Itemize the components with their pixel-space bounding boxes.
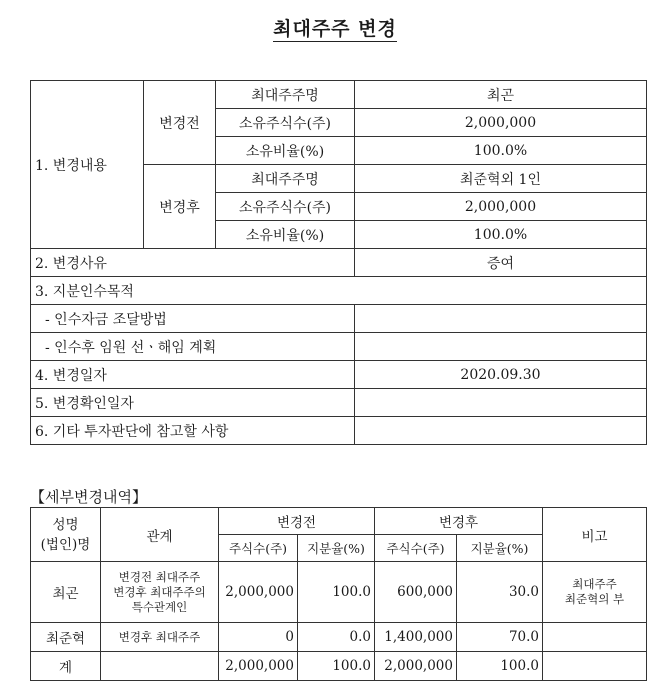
header-name-line2: (법인)명 bbox=[40, 536, 91, 553]
row-note bbox=[543, 623, 647, 652]
table-row bbox=[31, 305, 647, 333]
table-row bbox=[31, 277, 647, 305]
before-ratio-value: 100.0% bbox=[355, 137, 647, 165]
funding-label: - 인수자금 조달방법 bbox=[31, 305, 355, 333]
row-name: 최곤 bbox=[31, 562, 101, 623]
appointment-label: - 인수후 임원 선ㆍ해임 계획 bbox=[31, 333, 355, 361]
other-value bbox=[355, 417, 647, 445]
confirm-value bbox=[355, 389, 647, 417]
row-name: 최준혁 bbox=[31, 623, 101, 652]
total-after-shares: 2,000,000 bbox=[375, 652, 457, 681]
before-shares-field: 소유주식수(주) bbox=[216, 109, 355, 137]
total-before-ratio: 100.0 bbox=[298, 652, 375, 681]
header-before-ratio: 지분율(%) bbox=[298, 535, 375, 562]
after-name-field: 최대주주명 bbox=[216, 165, 355, 193]
total-note bbox=[543, 652, 647, 681]
other-label: 6. 기타 투자판단에 참고할 사항 bbox=[31, 417, 355, 445]
row-note-line2: 최준혁의 부 bbox=[564, 592, 625, 606]
row-after-shares: 1,400,000 bbox=[375, 623, 457, 652]
row-note bbox=[543, 562, 647, 623]
header-name-line1: 성명 bbox=[52, 516, 79, 533]
table-row bbox=[31, 333, 647, 361]
row-relation-line2: 변경후 최대주주의 bbox=[113, 584, 206, 599]
table-row bbox=[31, 389, 647, 417]
row-before-ratio: 0.0 bbox=[298, 623, 375, 652]
table-row bbox=[31, 417, 647, 445]
purpose-label: 3. 지분인수목적 bbox=[31, 277, 647, 305]
table-row bbox=[31, 81, 647, 109]
after-shares-value: 2,000,000 bbox=[355, 193, 647, 221]
after-ratio-field: 소유비율(%) bbox=[216, 221, 355, 249]
total-relation bbox=[101, 652, 219, 681]
table-header-row bbox=[31, 508, 647, 535]
header-note: 비고 bbox=[543, 508, 647, 562]
page-title bbox=[0, 14, 670, 41]
date-value: 2020.09.30 bbox=[355, 361, 647, 389]
before-shares-value: 2,000,000 bbox=[355, 109, 647, 137]
row-relation-line1: 변경전 최대주주 bbox=[118, 569, 201, 584]
header-after-shares: 주식수(주) bbox=[375, 535, 457, 562]
total-label: 계 bbox=[31, 652, 101, 681]
funding-value bbox=[355, 305, 647, 333]
header-relation: 관계 bbox=[101, 508, 219, 562]
row-after-ratio: 70.0 bbox=[457, 623, 543, 652]
table-total-row bbox=[31, 652, 647, 681]
row-relation: 변경후 최대주주 bbox=[101, 623, 219, 652]
row-after-shares: 600,000 bbox=[375, 562, 457, 623]
row-relation bbox=[101, 562, 219, 623]
change-content-label: 1. 변경내용 bbox=[31, 81, 144, 249]
after-label: 변경후 bbox=[144, 165, 216, 249]
reason-value: 증여 bbox=[355, 249, 647, 277]
row-before-shares: 0 bbox=[219, 623, 298, 652]
table-row bbox=[31, 249, 647, 277]
detail-section-title: 【세부변경내역】 bbox=[30, 488, 147, 506]
confirm-label: 5. 변경확인일자 bbox=[31, 389, 355, 417]
before-name-field: 최대주주명 bbox=[216, 81, 355, 109]
after-shares-field: 소유주식수(주) bbox=[216, 193, 355, 221]
header-name bbox=[31, 508, 101, 562]
reason-label: 2. 변경사유 bbox=[31, 249, 355, 277]
total-before-shares: 2,000,000 bbox=[219, 652, 298, 681]
row-before-ratio: 100.0 bbox=[298, 562, 375, 623]
before-label: 변경전 bbox=[144, 81, 216, 165]
row-before-shares: 2,000,000 bbox=[219, 562, 298, 623]
after-ratio-value: 100.0% bbox=[355, 221, 647, 249]
header-after-ratio: 지분율(%) bbox=[457, 535, 543, 562]
header-after: 변경후 bbox=[375, 508, 543, 535]
row-relation-line3: 특수관계인 bbox=[131, 599, 188, 614]
page-title-text: 최대주주 변경 bbox=[273, 18, 397, 40]
date-label: 4. 변경일자 bbox=[31, 361, 355, 389]
after-name-value: 최준혁외 1인 bbox=[355, 165, 647, 193]
table-row bbox=[31, 361, 647, 389]
header-before-shares: 주식수(주) bbox=[219, 535, 298, 562]
table-row bbox=[31, 562, 647, 623]
total-after-ratio: 100.0 bbox=[457, 652, 543, 681]
detail-table bbox=[30, 507, 647, 681]
row-note-line1: 최대주주 bbox=[572, 577, 617, 591]
appointment-value bbox=[355, 333, 647, 361]
summary-table bbox=[30, 80, 647, 445]
before-name-value: 최곤 bbox=[355, 81, 647, 109]
row-after-ratio: 30.0 bbox=[457, 562, 543, 623]
header-before: 변경전 bbox=[219, 508, 375, 535]
before-ratio-field: 소유비율(%) bbox=[216, 137, 355, 165]
table-row bbox=[31, 623, 647, 652]
